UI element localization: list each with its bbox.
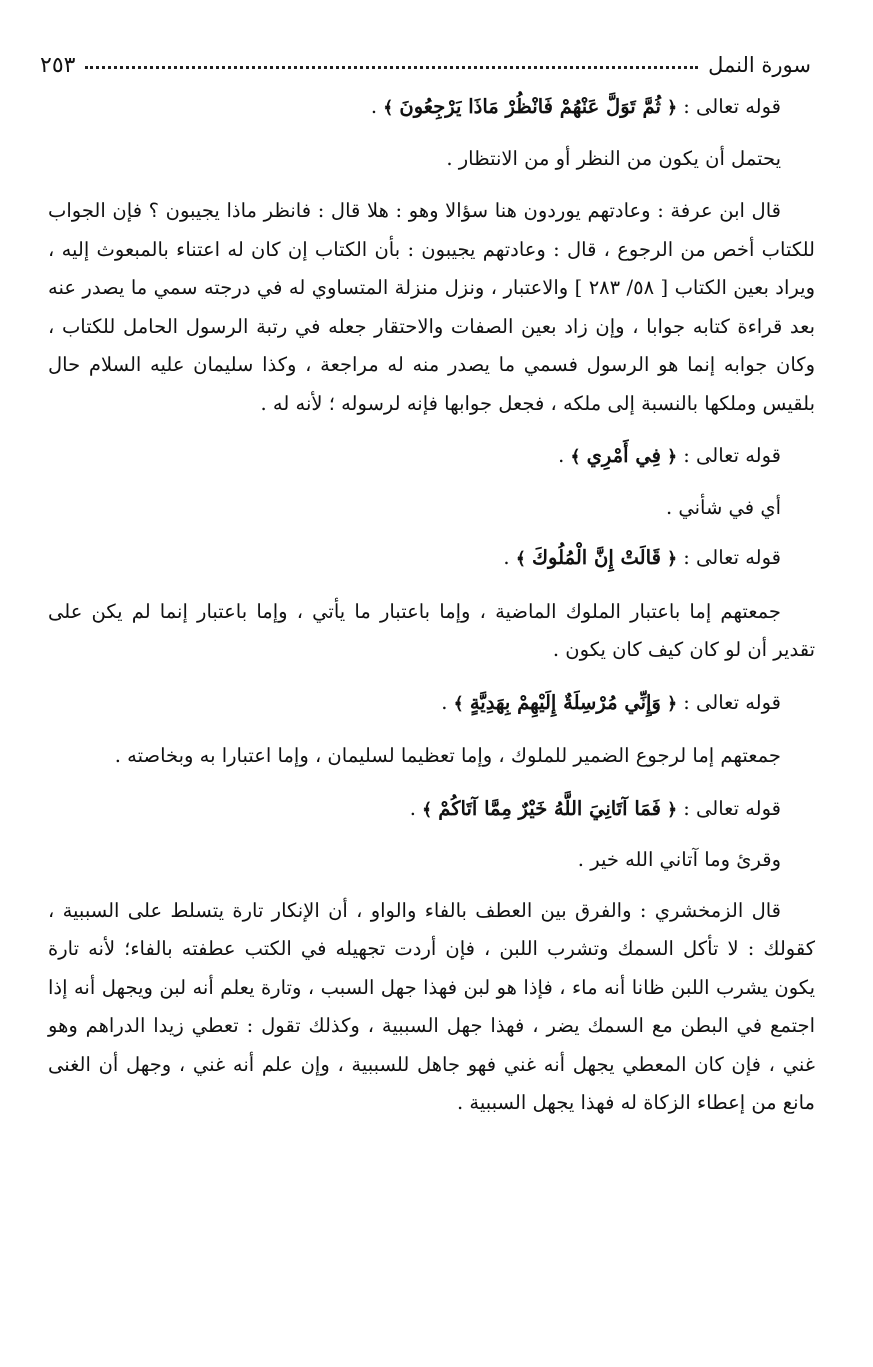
- verse-heading: [48, 790, 815, 830]
- verse-prefix: قوله تعالى :: [683, 690, 781, 714]
- commentary-paragraph: جمعتهم إما باعتبار الملوك الماضية ، وإما باعتبار ما يأتي ، وإما باعتبار إنما لم يكن على تقدير أن لو كان كيف كان يكون .: [48, 599, 815, 661]
- quran-verse: ثُمَّ تَوَلَّ عَنْهُمْ فَانْظُرْ مَاذَا يَرْجِعُونَ: [399, 95, 661, 118]
- ornate-bracket-close: ﴾: [570, 447, 581, 467]
- verse-prefix: قوله تعالى :: [683, 546, 781, 569]
- verse-heading: [48, 437, 815, 477]
- ornate-bracket-open: ﴿: [667, 693, 678, 714]
- verse-prefix: قوله تعالى :: [683, 95, 781, 118]
- verse-prefix: قوله تعالى :: [683, 444, 781, 467]
- ornate-bracket-close: ﴾: [515, 549, 526, 569]
- verse-suffix: .: [558, 444, 565, 467]
- verse-suffix: .: [503, 546, 510, 569]
- ornate-bracket-open: ﴿: [667, 799, 678, 820]
- verse-suffix: .: [409, 796, 416, 820]
- verse-heading: [48, 539, 815, 579]
- running-header: [40, 48, 811, 82]
- quran-verse: فِي أَمْرِي: [586, 444, 661, 467]
- verse-heading: [48, 88, 815, 128]
- quran-verse: فَمَا آتَانِيَ اللَّهُ خَيْرٌ مِمَّا آتَاكُمْ: [438, 796, 661, 820]
- page-number: ٢٥٣: [40, 52, 76, 78]
- commentary-paragraph: قال الزمخشري : والفرق بين العطف بالفاء والواو ، أن الإنكار تارة يتسلط على السببية ، كقولك : لا تأكل السمك وتشرب اللبن ، فإن أردت تجهيله في الكتب عطفته بالفاء؛ لأنه تارة يكون يشرب اللبن ظانا أنه ماء ، فإذا هو لبن فهذا جهل السبب ، وتارة يعلم أنه لبن ويجهل أنه إذا اجتمع في البطن مع السمك يضر ، فهذا جهل السببية ، وكذلك تقول : تعطي زيدا الدراهم وهو غني ، فإن كان المعطي يجهل أنه غني فهو جاهل للسببية ، وإن علم أنه غني ، وجهل أن الغنى مانع من إعطاء الزكاة له فهذا يجهل السببية .: [48, 898, 815, 1114]
- page-body: [48, 88, 815, 1123]
- quran-verse: قَالَتْ إِنَّ الْمُلُوكَ: [531, 546, 661, 569]
- verse-suffix: .: [441, 690, 448, 714]
- commentary-paragraph: جمعتهم إما لرجوع الضمير للملوك ، وإما تعظيما لسليمان ، وإما اعتبارا به وبخاصته .: [114, 744, 781, 767]
- verse-suffix: .: [370, 95, 378, 118]
- verse-prefix: قوله تعالى :: [683, 796, 781, 820]
- commentary-paragraph: وقرئ وما آتاني الله خير .: [577, 848, 781, 871]
- commentary-paragraph: قال ابن عرفة : وعادتهم يوردون هنا سؤالا وهو : هلا قال : فانظر ماذا يجيبون ؟ فإن الجواب للكتاب أخص من الرجوع ، قال : وعادتهم يجيبون : بأن الكتاب إن كان له اعتناء بالمبعوث إليه ، ويراد بعين الكتاب [ ٥٨/ ٢٨٣ ] والاعتبار ، ونزل منزلة المتساوي له في درجته سمي ما يصدر عنه بعد قراءة كتابه جوابا ، وإن زاد بعين الصفات والاحتقار جعله في رتبة الرسول الحامل للكتاب ، وكان جوابه إنما هو الرسول فسمي ما يصدر منه له مراجعة ، وكذا سليمان عليه السلام حال بلقيس وملكها بالنسبة إلى ملكه ، فجعل جوابها فإنه لرسوله ؛ لأنه له .: [48, 199, 816, 415]
- commentary-paragraph: يحتمل أن يكون من النظر أو من الانتظار .: [446, 146, 781, 170]
- ornate-bracket-open: ﴿: [667, 98, 678, 118]
- ornate-bracket-close: ﴾: [453, 693, 464, 714]
- verse-heading: [48, 684, 815, 724]
- quran-verse: وَإِنِّي مُرْسِلَةٌ إِلَيْهِمْ بِهَدِيَّةٍ: [469, 690, 661, 714]
- ornate-bracket-close: ﴾: [383, 98, 394, 118]
- ornate-bracket-open: ﴿: [667, 549, 678, 569]
- ornate-bracket-open: ﴿: [667, 447, 678, 467]
- ornate-bracket-close: ﴾: [422, 799, 433, 820]
- header-dotted-leader: [85, 66, 698, 69]
- surah-title: سورة النمل: [708, 53, 811, 77]
- commentary-paragraph: أي في شأني .: [665, 495, 781, 519]
